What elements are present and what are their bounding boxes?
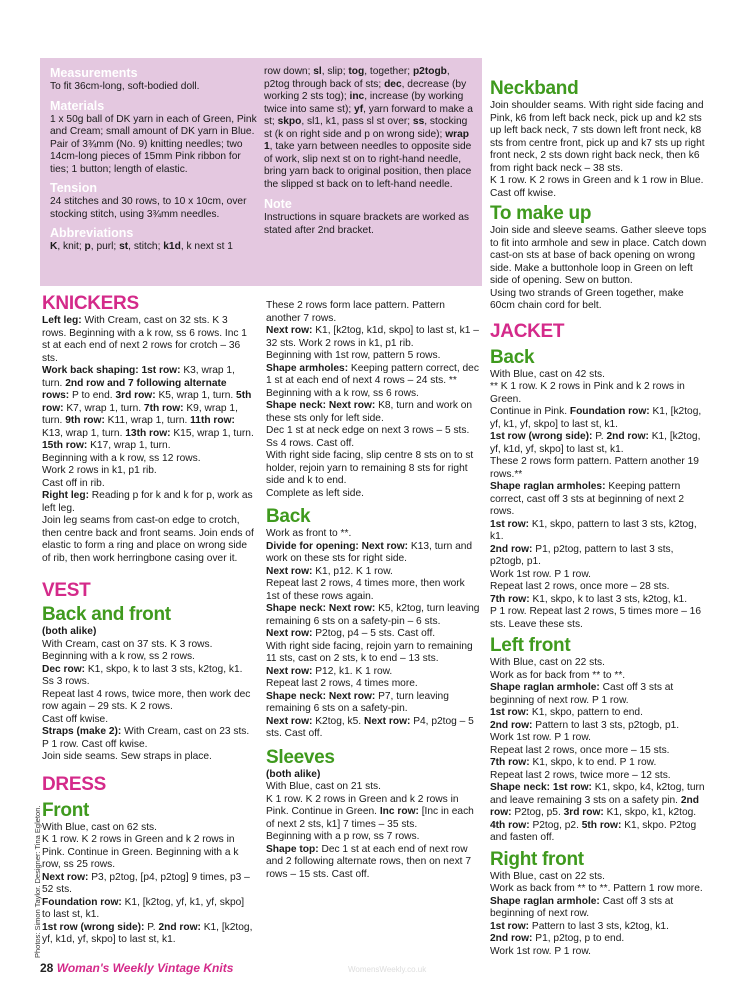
jacket-back-line: ** K 1 row. K 2 rows in Pink and k 2 rows in Green. <box>490 381 685 405</box>
vest-line: Ss 3 rows. <box>42 676 90 687</box>
vest-both-alike: (both alike) <box>42 626 97 637</box>
sleeves-line: Beginning with a p row, ss 7 rows. <box>266 831 420 842</box>
knickers-line: Join leg seams from cast-on edge to crotch, then centre back and front seams. Join ends of elastic to form a ring and place on wrong side of rib, then work herringbone casing over it. <box>42 515 254 564</box>
page-number: 28 <box>40 961 54 975</box>
vest-back-front-heading: Back and front <box>42 604 171 625</box>
left-front-line: Repeat last 2 rows, once more – 15 sts. <box>490 744 670 756</box>
sleeves-line: With Blue, cast on 21 sts. <box>266 781 381 792</box>
dress-next-row: Next row: K1, [k2tog, k1d, skpo] to last st, k1 – 32 sts. Work 2 rows in k1, p1 rib. <box>266 325 479 349</box>
knickers-line: Cast off in rib. <box>42 477 105 489</box>
jacket-heading: JACKET <box>490 320 565 342</box>
abbreviations-text: K, knit; p, purl; st, stitch; k1d, k next st 1 <box>50 241 233 252</box>
tension-heading: Tension <box>50 181 97 195</box>
column-3 <box>490 78 708 958</box>
right-front-2nd-row: 2nd row: P1, p2tog, p to end. <box>490 933 625 944</box>
vest-line: Join side seams. Sew straps in place. <box>42 751 212 762</box>
jacket-back-raglan: Shape raglan armholes: Keeping pattern correct, cast off 3 sts at beginning of next 2 rows. <box>490 481 685 517</box>
vest-dec-row: Dec row: K1, skpo, k to last 3 sts, k2tog, k1. <box>42 663 243 675</box>
vest-line: With Cream, cast on 37 sts. K 3 rows. <box>42 638 213 650</box>
dress-back-next-row: Next row: K2tog, k5. Next row: P4, p2tog – 5 sts. Cast off. <box>266 715 474 739</box>
dress-sleeves-heading: Sleeves <box>266 746 335 768</box>
left-front-1st-row: 1st row: K1, skpo, pattern to end. <box>490 707 643 718</box>
watermark: WomensWeekly.co.uk <box>348 965 427 974</box>
left-front-line: Work 1st row. P 1 row. <box>490 732 591 743</box>
dress-shape-neck: Shape neck: Next row: K8, turn and work on these sts only for left side. <box>266 400 473 424</box>
dress-back-line: Work as front to **. <box>266 528 352 539</box>
left-front-2nd-row: 2nd row: Pattern to last 3 sts, p2togb, p1. <box>490 719 680 731</box>
left-front-line: With Blue, cast on 22 sts. <box>490 657 605 668</box>
dress-shape-armholes: Shape armholes: Keeping pattern correct, dec 1 st at each end of next 4 rows – 24 sts. ** <box>266 362 479 386</box>
dress-heading: DRESS <box>42 773 106 795</box>
dress-back-heading: Back <box>266 506 311 527</box>
column-2 <box>266 300 480 881</box>
jacket-back-1st-row: 1st row: K1, skpo, pattern to last 3 sts, k2tog, k1. <box>490 518 697 542</box>
magazine-title: Woman's Weekly Vintage Knits <box>56 961 234 975</box>
make-up-line: Join side and sleeve seams. Gather sleeve tops to fit into armhole and sew in place. Catch down cast-on sts at base of back opening on wrong side. Make a buttonhole loop in Green on left side of opening. Sew on button. <box>490 225 707 286</box>
neckband-line: Join shoulder seams. With right side facing and Pink, k6 from left back neck, pick up and k2 sts up left back neck, 7 sts down left front neck, k8 sts from centre front, pick up and k7 sts up right front neck, 2 sts down right back neck, then k6 from right back neck – 38 sts. <box>490 100 705 174</box>
jacket-back-1st-row: 1st row (wrong side): P. 2nd row: K1, [k2tog, yf, k1d, yf, skpo] to last st, k1. <box>490 431 701 455</box>
jacket-back-line: Repeat last 2 rows, once more – 28 sts. <box>490 581 670 592</box>
jacket-back-foundation: Continue in Pink. Foundation row: K1, [k2tog, yf, k1, yf, skpo] to last st, k1. <box>490 406 702 430</box>
right-front-heading: Right front <box>490 848 584 870</box>
dress-line: With right side facing, slip centre 8 sts on to st holder, rejoin yarn to remaining 8 sts for right side and k to end. <box>266 450 474 486</box>
vest-straps: Straps (make 2): With Cream, cast on 23 sts. <box>42 726 250 737</box>
materials-text: 1 x 50g ball of DK yarn in each of Green, Pink and Cream; small amount of DK yarn in Blue. Pair of 3¾mm (No. 9) knitting needles; two 14cm-long pieces of 15mm Pink ribbon for ties; 1 button; length of elastic. <box>50 113 257 175</box>
box-column-2 <box>264 66 476 237</box>
right-front-1st-row: 1st row: Pattern to last 3 sts, k2tog, k1. <box>490 920 669 932</box>
jacket-back-line: These 2 rows form pattern. Pattern another 19 rows.** <box>490 456 699 480</box>
sleeves-both-alike: (both alike) <box>266 768 321 780</box>
dress-front-heading: Front <box>42 799 90 821</box>
dress-back-line: Repeat last 2 rows, 4 times more. <box>266 678 418 689</box>
abbreviations-continued: row down; sl, slip; tog, together; p2togb, p2tog through back of sts; dec, decrease (by working 2 sts tog); inc, increase (by working twice into same st); yf, yarn forward to make a st; skpo, sl1, k1, pass sl st over; ss, stocking st (k on right side and p on wrong side); wrap 1, take yarn between needles to opposite side of work, slip next st on to right-hand needle, bring yarn back to original position, then place the slipped st back on to left-hand needle. <box>264 66 473 190</box>
dress-back-next-row: Next row: P12, k1. K 1 row. <box>266 665 393 677</box>
knickers-left-leg: Left leg: With Cream, cast on 32 sts. K 3 rows. Beginning with a k row, ss 6 rows. Inc 1 st at each end of next 2 rows for crotch – 36 sts. <box>42 315 247 364</box>
dress-back-shape-neck: Shape neck: Next row: P7, turn leaving remaining 6 sts on a safety-pin. <box>266 690 449 714</box>
left-front-shape-neck: Shape neck: 1st row: K1, skpo, k4, k2tog, turn and leave remaining 3 sts on a safety pin. 2nd row: P2tog, p5. 3rd row: K1, skpo, k1, k2tog. 4th row: P2tog, p2. 5th row: K1, skpo. P2tog and fasten off. <box>490 782 705 843</box>
sleeves-inc: K 1 row. K 2 rows in Green and k 2 rows in Pink. Continue in Green. Inc row: [Inc in each of next 2 sts, k1] 7 times – 35 sts. <box>266 793 474 830</box>
dress-back-divide: Divide for opening: Next row: K13, turn and work on these sts for right side. <box>266 540 473 564</box>
left-front-7th-row: 7th row: K1, skpo, k to end. P 1 row. <box>490 757 657 768</box>
dress-front-foundation-row: Foundation row: K1, [k2tog, yf, k1, yf, skpo] to last st, k1. <box>42 896 245 920</box>
knickers-right-leg: Right leg: Reading p for k and k for p, work as left leg. <box>42 490 253 514</box>
left-front-heading: Left front <box>490 635 571 656</box>
jacket-back-heading: Back <box>490 346 535 368</box>
sleeves-shape-top: Shape top: Dec 1 st at each end of next row and 2 following alternate rows, then on next 7 rows – 15 sts. Cast off. <box>266 843 472 880</box>
knickers-line: Beginning with a k row, ss 12 rows. <box>42 452 201 464</box>
left-front-raglan: Shape raglan armhole: Cast off 3 sts at beginning of next row. P 1 row. <box>490 682 674 706</box>
photo-credit: Photos: Simon Taylor. Designer: Tina Egleton. <box>33 805 42 958</box>
dress-line: Beginning with 1st row, pattern 5 rows. <box>266 350 441 361</box>
dress-front-next-row: Next row: P3, p2tog, [p4, p2tog] 9 times, p3 – 52 sts. <box>42 871 250 895</box>
dress-line: These 2 rows form lace pattern. Pattern another 7 rows. <box>266 300 445 324</box>
dress-back-next-row: Next row: K1, p12. K 1 row. <box>266 565 393 577</box>
dress-line: Dec 1 st at neck edge on next 3 rows – 5 sts. Ss 4 rows. Cast off. <box>266 425 470 449</box>
page-footer <box>40 961 233 975</box>
dress-line: Complete as left side. <box>266 487 364 499</box>
dress-back-shape-neck: Shape neck: Next row: K5, k2tog, turn leaving remaining 6 sts on a safety-pin – 6 sts. <box>266 603 480 627</box>
measurements-heading: Measurements <box>50 66 138 80</box>
vest-heading: VEST <box>42 580 91 601</box>
make-up-line: Using two strands of Green together, make 60cm chain cord for belt. <box>490 287 684 311</box>
measurements-text: To fit 36cm-long, soft-bodied doll. <box>50 81 200 92</box>
dress-back-line: Repeat last 2 rows, 4 times more, then work 1st of these rows again. <box>266 578 465 602</box>
vest-line: Repeat last 4 rows, twice more, then work dec row again – 29 sts. K 2 rows. <box>42 688 251 712</box>
jacket-back-2nd-row: 2nd row: P1, p2tog, pattern to last 3 sts, p2togb, p1. <box>490 543 674 567</box>
dress-front-1st-row: 1st row (wrong side): P. 2nd row: K1, [k2tog, yf, k1d, yf, skpo] to last st, k1. <box>42 921 253 945</box>
column-1 <box>42 293 254 947</box>
right-front-line: With Blue, cast on 22 sts. <box>490 870 605 882</box>
vest-line: P 1 row. Cast off kwise. <box>42 738 148 750</box>
jacket-back-7th-row: 7th row: K1, skpo, k to last 3 sts, k2tog, k1. <box>490 593 688 605</box>
neckband-heading: Neckband <box>490 78 579 99</box>
knickers-back-shaping: Work back shaping: 1st row: K3, wrap 1, turn. 2nd row and 7 following alternate rows: P to end. 3rd row: K5, wrap 1, turn. 5th row: K7, wrap 1, turn. 7th row: K9, wrap 1, turn. 9th row: K11, wrap 1, turn. 11th row: K13, wrap 1, turn. 13th row: K15, wrap 1, turn. 15th row: K17, wrap 1, turn. <box>42 365 254 451</box>
dress-front-line: K 1 row. K 2 rows in Green and k 2 rows in Pink. Continue in Green. Beginning with a k row, ss 25 rows. <box>42 834 239 870</box>
box-column-1 <box>50 66 258 254</box>
left-front-line: Repeat last 2 rows, twice more – 12 sts. <box>490 769 671 781</box>
jacket-back-line: P 1 row. Repeat last 2 rows, 5 times more – 16 sts. Leave these sts. <box>490 606 702 630</box>
vest-line: Cast off kwise. <box>42 713 109 725</box>
dress-line: Beginning with a k row, ss 6 rows. <box>266 387 419 399</box>
vest-line: Beginning with a k row, ss 2 rows. <box>42 651 195 662</box>
left-front-line: Work as for back from ** to **. <box>490 669 626 681</box>
dress-back-next-row: Next row: P2tog, p4 – 5 sts. Cast off. <box>266 628 436 639</box>
right-front-raglan: Shape raglan armhole: Cast off 3 sts at beginning of next row. <box>490 895 674 919</box>
dress-back-line: With right side facing, rejoin yarn to remaining 11 sts, cast on 2 sts, k to end – 13 sts. <box>266 640 473 664</box>
abbreviations-heading: Abbreviations <box>50 226 134 240</box>
jacket-back-line: Work 1st row. P 1 row. <box>490 568 591 580</box>
right-front-line: Work 1st row. P 1 row. <box>490 945 591 957</box>
dress-front-line: With Blue, cast on 62 sts. <box>42 821 157 833</box>
neckband-line: K 1 row. K 2 rows in Green and k 1 row in Blue. Cast off kwise. <box>490 175 704 199</box>
note-heading: Note <box>264 197 292 211</box>
knickers-line: Work 2 rows in k1, p1 rib. <box>42 465 157 476</box>
make-up-heading: To make up <box>490 203 592 224</box>
knickers-heading: KNICKERS <box>42 293 139 314</box>
note-text: Instructions in square brackets are worked as stated after 2nd bracket. <box>264 212 469 236</box>
materials-heading: Materials <box>50 98 105 113</box>
jacket-back-line: With Blue, cast on 42 sts. <box>490 368 605 380</box>
right-front-line: Work as back from ** to **. Pattern 1 row more. <box>490 883 703 894</box>
tension-text: 24 stitches and 30 rows, to 10 x 10cm, over stocking stitch, using 3¾mm needles. <box>50 196 247 220</box>
